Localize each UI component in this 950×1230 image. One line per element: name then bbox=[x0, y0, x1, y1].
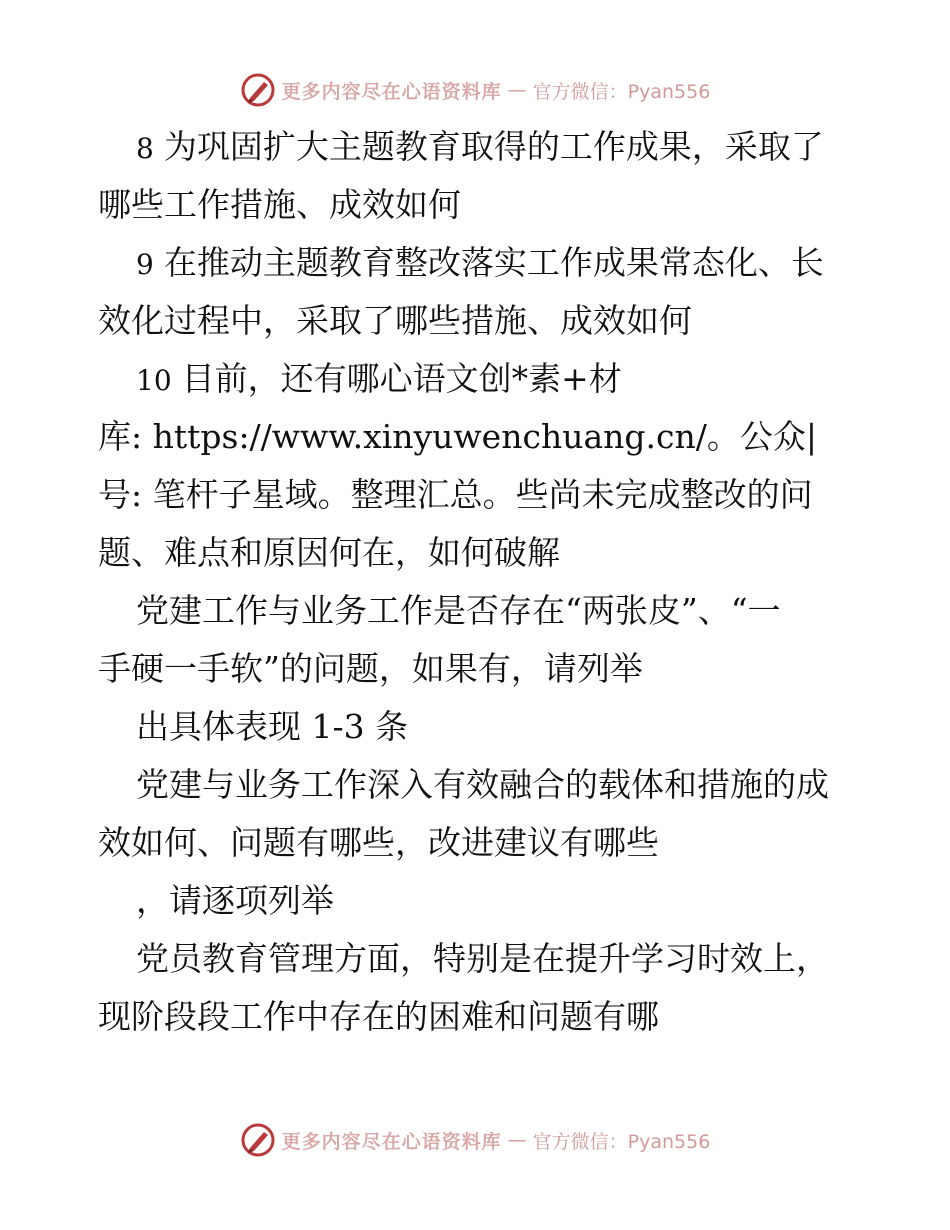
footer-dash: — bbox=[507, 1129, 527, 1151]
item-10-line-2: 库: https://www.xinyuwenchuang.cn/。公众| bbox=[98, 417, 817, 456]
item-10-text-1: 目前，还有哪心语文创*素+材 bbox=[181, 359, 622, 398]
integration-line-3: ，请逐项列举 bbox=[136, 881, 334, 920]
integration-line-2: 效如何、问题有哪些，改进建议有哪些 bbox=[98, 823, 659, 862]
item-8-text-1: 为巩固扩大主题教育取得的工作成果，采取了 bbox=[163, 127, 824, 166]
footer-wechat-text: 官方微信：Pyan556 bbox=[532, 1130, 711, 1153]
member-education-line-2: 现阶段段工作中存在的困难和问题有哪 bbox=[98, 997, 659, 1036]
party-business-line-1: 党建工作与业务工作是否存在“两张皮”、“一 bbox=[136, 591, 781, 630]
item-10-number: 10 bbox=[136, 364, 172, 397]
item-9-number: 9 bbox=[136, 248, 154, 281]
header-dash: — bbox=[507, 79, 527, 101]
pen-logo-icon bbox=[240, 72, 276, 108]
header-site-text: 更多内容尽在心语资料库 bbox=[281, 80, 502, 103]
header-wechat-text: 官方微信：Pyan556 bbox=[532, 80, 711, 103]
item-8-number: 8 bbox=[136, 132, 154, 165]
item-9-line-1 bbox=[98, 234, 858, 292]
item-10-line-1 bbox=[98, 350, 858, 408]
item-9-text-1: 在推动主题教育整改落实工作成果常态化、长 bbox=[163, 243, 824, 282]
item-8-line-1 bbox=[98, 118, 858, 176]
footer-site-text: 更多内容尽在心语资料库 bbox=[281, 1130, 502, 1153]
party-business-line-3: 出具体表现 1-3 条 bbox=[136, 707, 409, 746]
item-9-line-2: 效化过程中，采取了哪些措施、成效如何 bbox=[98, 301, 692, 340]
document-body bbox=[98, 118, 858, 1046]
pen-logo-icon bbox=[240, 1122, 276, 1158]
item-10-line-4: 题、难点和原因何在，如何破解 bbox=[98, 533, 560, 572]
member-education-line-1: 党员教育管理方面，特别是在提升学习时效上， bbox=[136, 939, 829, 978]
footer-watermark bbox=[0, 1120, 950, 1160]
integration-line-1: 党建与业务工作深入有效融合的载体和措施的成 bbox=[136, 765, 829, 804]
item-8-line-2: 哪些工作措施、成效如何 bbox=[98, 185, 461, 224]
header-watermark bbox=[0, 70, 950, 110]
party-business-line-2: 手硬一手软”的问题，如果有，请列举 bbox=[98, 649, 643, 688]
item-10-line-3: 号: 笔杆子星域。整理汇总。些尚未完成整改的问 bbox=[98, 475, 813, 514]
